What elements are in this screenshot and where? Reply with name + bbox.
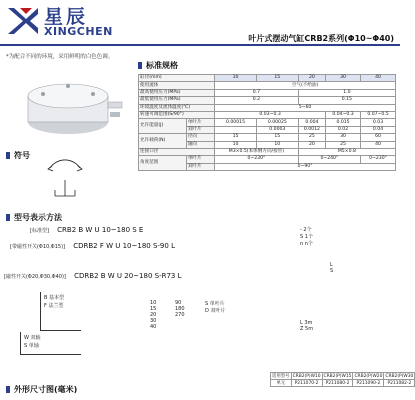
legend-item: Z 5m	[300, 326, 314, 332]
table-row	[139, 119, 396, 126]
model-label: [标准型]	[30, 228, 49, 234]
table-cell: 10	[256, 141, 298, 148]
table-cell: 允许能量(J)	[139, 119, 187, 134]
section-specs: 标准规格	[138, 60, 178, 71]
model-line-standard	[30, 226, 143, 234]
table-cell: 30	[326, 134, 361, 141]
table-cell: P211080-2	[322, 380, 353, 387]
legend-item: 270	[175, 312, 185, 318]
section-dimensions: 外形尺寸图(毫米)	[6, 384, 77, 395]
table-cell: 轴向	[186, 141, 214, 148]
table-cell: 40	[361, 141, 396, 148]
table-row	[139, 89, 396, 96]
logo-icon	[6, 4, 40, 38]
table-row	[271, 380, 415, 387]
legend-item: - 2个	[300, 227, 312, 233]
table-cell: 双叶片	[186, 126, 214, 133]
table-cell: 允许载荷(N)	[139, 134, 187, 149]
table-cell: 1.0	[298, 89, 395, 96]
table-cell: 适用型号	[272, 374, 290, 379]
table-cell: 最高使用压力(MPa)	[139, 89, 215, 96]
table-cell: 缸径(mm)	[139, 75, 215, 82]
model-line-switch-large	[4, 272, 182, 280]
table-cell: 15	[256, 75, 298, 82]
table-cell: 径向	[186, 134, 214, 141]
table-cell: 60	[361, 134, 396, 141]
table-cell: 角度范围	[139, 156, 187, 171]
table-cell: 0.004	[298, 119, 325, 126]
header-rule	[0, 44, 400, 46]
table-cell: 使用流体	[139, 82, 215, 89]
table-cell: 双叶片	[186, 163, 214, 170]
table-cell: 10	[215, 75, 257, 82]
table-cell: 0~230°	[361, 156, 396, 163]
table-cell: 20	[298, 75, 325, 82]
legend-item: 20	[150, 312, 157, 318]
table-cell: 20	[298, 141, 325, 148]
legend-shaft	[20, 332, 81, 355]
table-cell: 5~60	[215, 104, 396, 111]
legend-switch-type	[330, 262, 333, 274]
table-cell: 15	[215, 134, 257, 141]
table-cell: 0.00015	[215, 119, 257, 126]
table-cell: P211070-2	[291, 380, 322, 387]
legend-switch-qty	[300, 226, 313, 247]
table-cell: 0.2	[215, 97, 299, 104]
table-cell: CRB2(P)W10	[292, 373, 321, 379]
table-cell: 0.0012	[298, 126, 325, 133]
model-label: [磁性开关(Φ20,Φ30,Φ40)]	[4, 274, 66, 280]
spec-table	[138, 74, 396, 171]
legend-item: L	[330, 262, 333, 268]
table-row	[271, 373, 415, 380]
table-cell: 0.0003	[256, 126, 298, 133]
legend-item: D 双叶片	[205, 308, 226, 314]
table-cell	[215, 126, 257, 133]
table-cell: CRB2(P)W20	[354, 373, 383, 379]
table-cell: P211090-2	[353, 380, 384, 387]
legend-item: S	[330, 268, 334, 274]
table-cell: P211082-2	[384, 380, 415, 387]
table-cell: 连接口径	[139, 148, 215, 155]
table-cell: 0.03~0.3	[215, 111, 326, 118]
table-row	[139, 82, 396, 89]
table-cell: 单叶片	[186, 156, 214, 163]
table-cell: 0~90°	[215, 163, 396, 170]
table-cell: 0.03	[361, 119, 396, 126]
brand-name-en: XINGCHEN	[44, 25, 113, 38]
legend-item: 180	[175, 306, 185, 312]
table-cell: 0.04~0.3	[326, 111, 361, 118]
table-cell: 10	[215, 141, 257, 148]
table-row	[139, 97, 396, 104]
legend-bore	[150, 300, 156, 330]
document-title: 叶片式摆动气缸CRB2系列(Φ10~Φ40)	[248, 34, 394, 43]
table-cell: 转速可调范围(S/90°)	[139, 111, 215, 118]
table-row	[139, 156, 396, 163]
table-cell: 0.07~0.5	[361, 111, 396, 118]
rotary-actuator-image	[18, 72, 128, 142]
table-cell: 最低使用压力(MPa)	[139, 97, 215, 104]
legend-item: 30	[150, 318, 157, 324]
table-cell: 单叶片	[186, 119, 214, 126]
table-cell: M5×0.8	[298, 148, 395, 155]
model-code: CRB2 B W U 10~180 S E	[57, 226, 144, 234]
legend-angle	[175, 300, 185, 318]
table-cell: 40	[361, 75, 396, 82]
table-cell: CRB2(P)W15	[323, 373, 352, 379]
switch-unit-table	[270, 372, 415, 387]
legend-item: 15	[150, 306, 157, 312]
table-row	[139, 104, 396, 111]
legend-item: S 单叶片	[205, 301, 225, 307]
legend-item: S 1个	[300, 234, 313, 240]
brand-name-cn: 星辰	[44, 6, 89, 28]
legend-item: S 单轴	[24, 343, 39, 349]
table-cell: 25	[298, 134, 325, 141]
model-label: [带磁性开关(Φ10,Φ15)]	[10, 244, 65, 250]
table-row	[139, 148, 396, 155]
intro-note: *为配合不同的环境，采用鲜明的白色色调。	[6, 54, 114, 60]
table-cell: 25	[326, 141, 361, 148]
model-code: CDRB2 F W U 10~180 S-90 L	[73, 242, 175, 250]
table-cell: 0.02	[326, 126, 361, 133]
section-symbol: 符号	[6, 150, 30, 161]
actuator-symbol-icon	[40, 160, 110, 200]
legend-item: F 法兰型	[44, 303, 64, 309]
table-cell: 空气(不给油)	[215, 82, 396, 89]
table-cell: 单元	[271, 380, 292, 387]
legend-item: 40	[150, 324, 157, 330]
table-cell: 30	[326, 75, 361, 82]
legend-item: W 双轴	[24, 335, 41, 341]
table-cell: 0~230°	[215, 156, 299, 163]
table-cell: 0.00025	[256, 119, 298, 126]
table-row	[139, 111, 396, 118]
legend-item: B 基本型	[44, 295, 65, 301]
table-cell: 0.15	[298, 97, 395, 104]
legend-item: 10	[150, 300, 157, 306]
section-model-code: 型号表示方法	[6, 212, 62, 223]
legend-item: L 3m	[300, 320, 313, 326]
table-row	[139, 134, 396, 141]
table-cell: CRB2(P)W30	[385, 373, 414, 379]
model-code: CDRB2 B W U 20~180 S-R73 L	[74, 272, 182, 280]
legend-lead	[300, 320, 313, 332]
legend-mount	[40, 292, 81, 331]
table-cell: M3×0.5(本体侧方向/接管)	[215, 148, 299, 155]
table-cell: 0~240°	[298, 156, 360, 163]
model-line-switch-small	[10, 242, 175, 250]
legend-vane	[205, 300, 225, 314]
legend-item: 90	[175, 300, 182, 306]
table-row	[139, 75, 396, 82]
table-cell: 0.015	[326, 119, 361, 126]
table-cell: 环境温度及流体温度(℃)	[139, 104, 215, 111]
legend-item: n n个	[300, 241, 313, 247]
table-cell: 0.7	[215, 89, 299, 96]
table-cell: 15	[256, 134, 298, 141]
table-cell: 0.04	[361, 126, 396, 133]
